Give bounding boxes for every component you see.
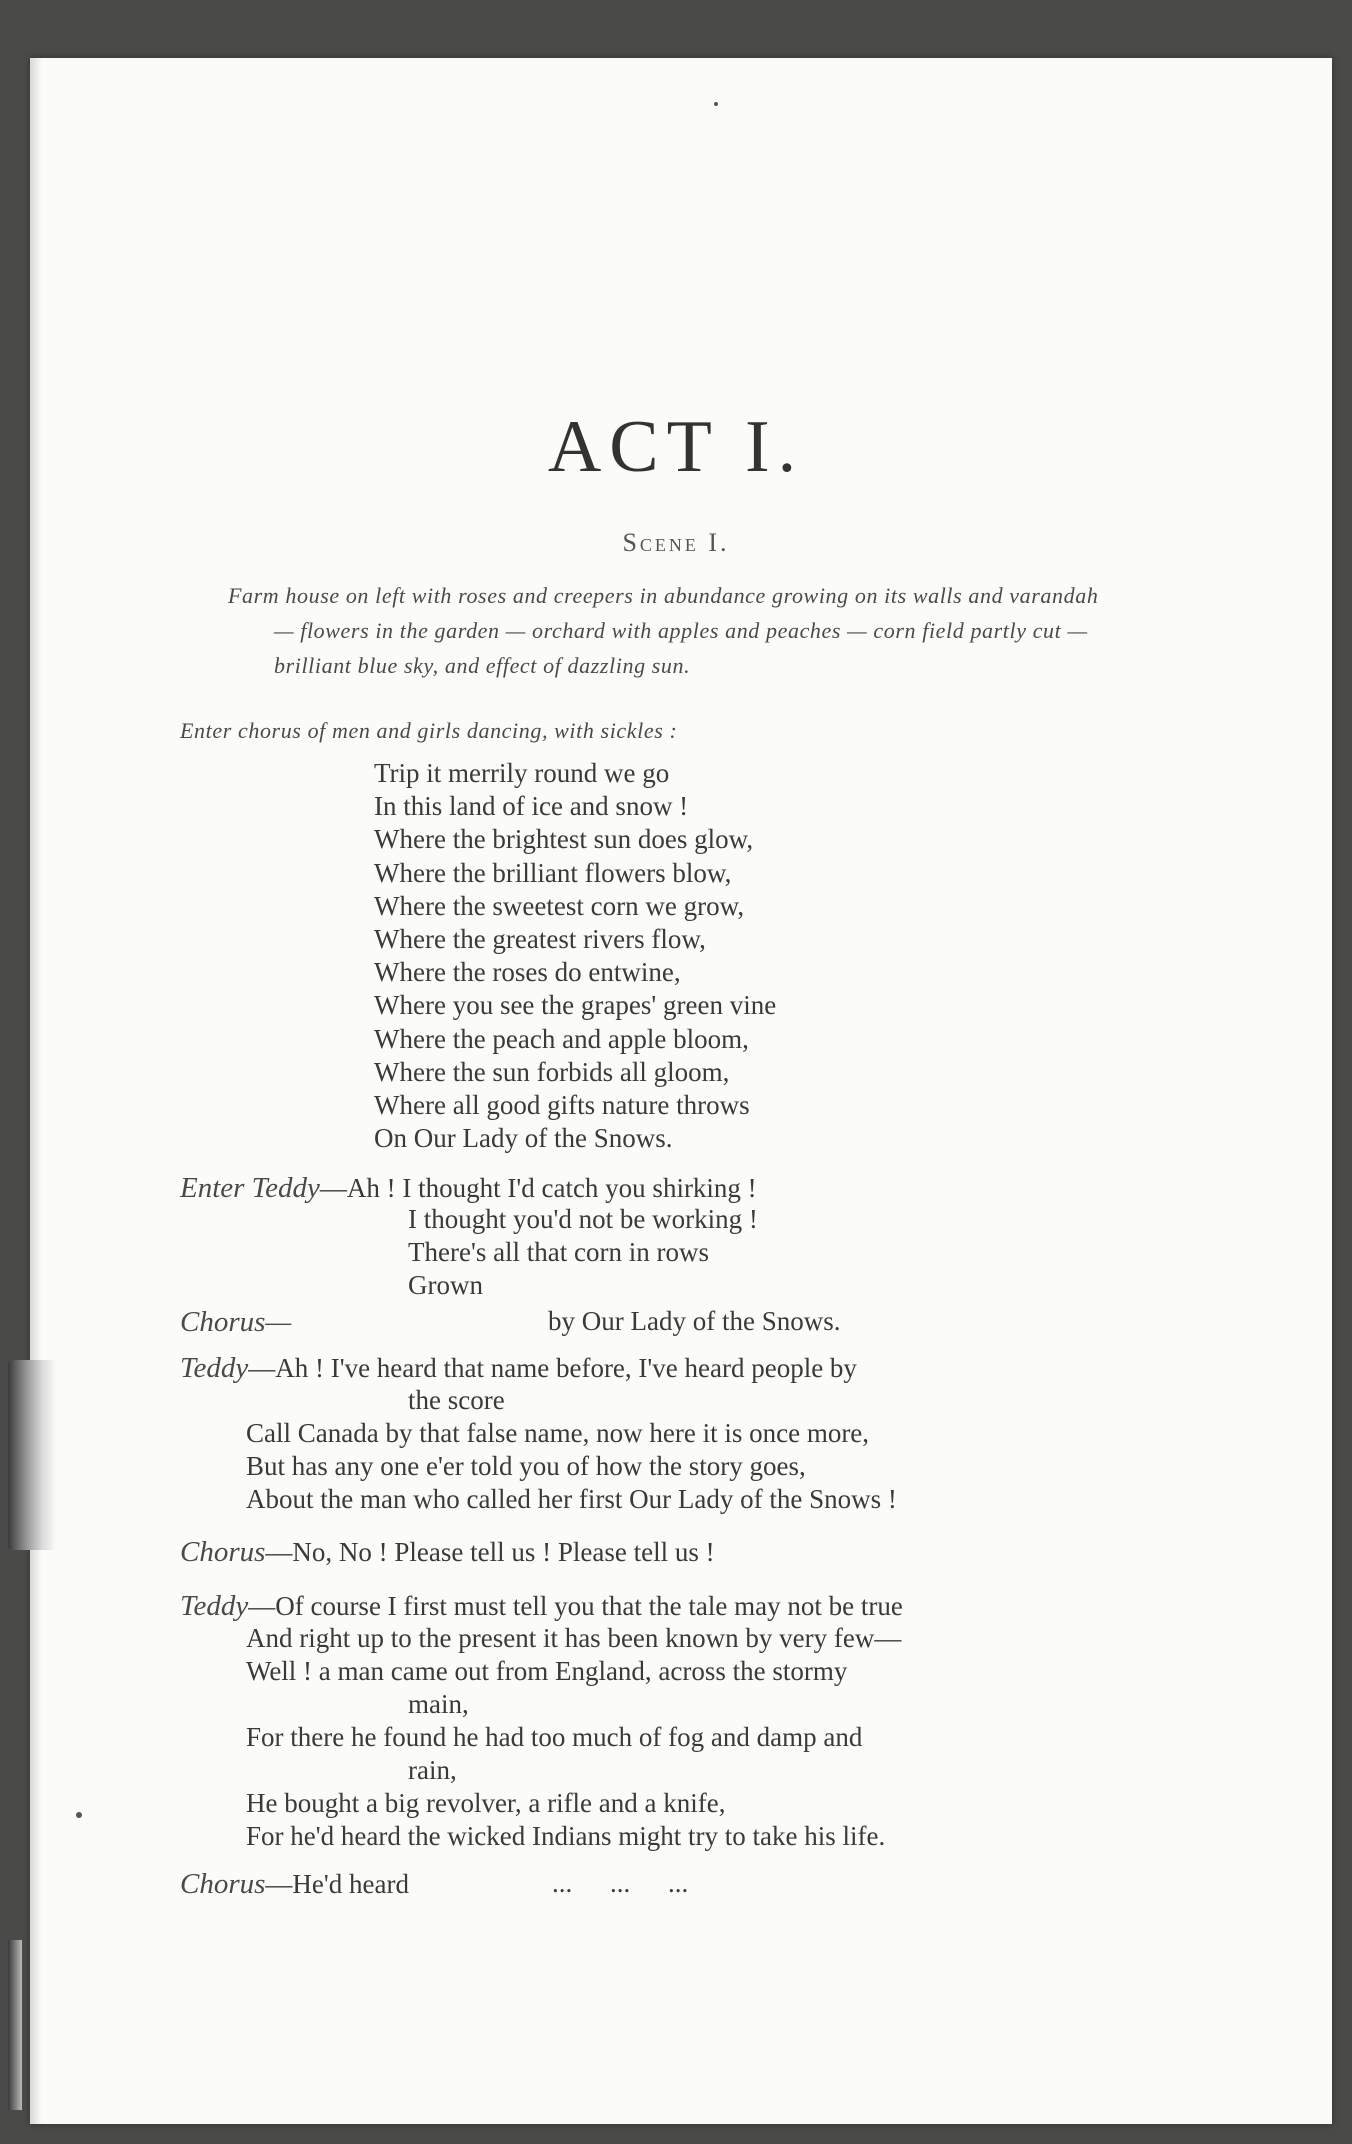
speech-line: For he'd heard the wicked Indians might try to take his life. xyxy=(246,1821,886,1851)
speech-text: —Of course I first must tell you that the tale may not be true xyxy=(248,1591,903,1621)
binding-edge xyxy=(8,1940,22,2110)
speech-line: by Our Lady of the Snows. xyxy=(548,1306,841,1336)
verse-line: Where all good gifts nature throws xyxy=(374,1090,750,1121)
speech-text: —Ah ! I've heard that name before, I've heard people by xyxy=(248,1353,857,1383)
speech-line: Call Canada by that false name, now here it is once more, xyxy=(246,1418,870,1448)
page-spine-shadow xyxy=(30,58,42,2124)
speech-line: Grown xyxy=(408,1270,483,1300)
verse-line: Where the greatest rivers flow, xyxy=(374,924,706,955)
chorus-verse xyxy=(374,757,1074,1155)
speech-text: —Ah ! I thought I'd catch you shirking ! xyxy=(319,1173,757,1203)
speech-line: But has any one e'er told you of how the story goes, xyxy=(246,1451,806,1481)
speaker-name: Enter Teddy xyxy=(180,1172,320,1204)
stage-direction: Farm house on left with roses and creepers in abundance growing on its walls and varandah — flowers in the garden — orchard with apples and peaches — corn field partly cut — brilliant blue sky, and effect of dazzling sun. xyxy=(228,583,1099,678)
binding-stitch xyxy=(8,1360,56,1550)
ink-speck xyxy=(76,1812,82,1818)
ellipsis: ... xyxy=(552,1868,573,1898)
speech-line: main, xyxy=(408,1689,469,1719)
verse-line: Where the sweetest corn we grow, xyxy=(374,890,745,921)
speech-line: He bought a big revolver, a rifle and a knife, xyxy=(246,1788,726,1818)
speaker-name: Teddy xyxy=(180,1590,249,1622)
ellipsis-row xyxy=(552,1868,726,1899)
enter-direction: Enter chorus of men and girls dancing, with sickles : xyxy=(180,718,678,743)
verse-line: Where the brightest sun does glow, xyxy=(374,824,754,855)
scene-title: Scene I. xyxy=(622,528,730,557)
speech-line: Well ! a man came out from England, across the stormy xyxy=(246,1656,848,1686)
ellipsis: ... xyxy=(610,1868,631,1898)
act-title: ACT I. xyxy=(547,406,805,488)
chorus-speech xyxy=(180,1868,409,1901)
chorus-speech xyxy=(180,1306,291,1339)
speech-text: —He'd heard xyxy=(265,1869,409,1899)
verse-line: In this land of ice and snow ! xyxy=(374,791,689,822)
speech-line: And right up to the present it has been known by very few— xyxy=(246,1623,902,1653)
speaker-name: Chorus xyxy=(180,1868,266,1900)
ellipsis: ... xyxy=(668,1868,689,1898)
speech-line: the score xyxy=(408,1385,505,1415)
speech-line: About the man who called her first Our Lady of the Snows ! xyxy=(246,1484,897,1514)
verse-line: On Our Lady of the Snows. xyxy=(374,1123,673,1154)
speaker-name: Chorus xyxy=(180,1536,266,1568)
teddy-enter-line xyxy=(180,1172,757,1205)
speaker-name: Teddy xyxy=(180,1352,249,1384)
speech-text: —No, No ! Please tell us ! Please tell us ! xyxy=(265,1537,715,1567)
speech-line: I thought you'd not be working ! xyxy=(408,1204,758,1234)
speaker-name: Chorus— xyxy=(180,1306,292,1338)
chorus-speech xyxy=(180,1536,715,1569)
verse-line: Where the peach and apple bloom, xyxy=(374,1023,749,1054)
verse-line: Where you see the grapes' green vine xyxy=(374,990,777,1021)
verse-line: Where the brilliant flowers blow, xyxy=(374,857,732,888)
verse-line: Where the roses do entwine, xyxy=(374,957,681,988)
speech-line: For there he found he had too much of fog and damp and xyxy=(246,1722,863,1752)
teddy-speech xyxy=(180,1590,903,1623)
teddy-speech xyxy=(180,1352,857,1385)
verse-line: Where the sun forbids all gloom, xyxy=(374,1056,730,1087)
speech-line: rain, xyxy=(408,1755,457,1785)
verse-line: Trip it merrily round we go xyxy=(374,758,670,788)
speech-line: There's all that corn in rows xyxy=(408,1237,710,1267)
ink-speck xyxy=(714,102,718,106)
